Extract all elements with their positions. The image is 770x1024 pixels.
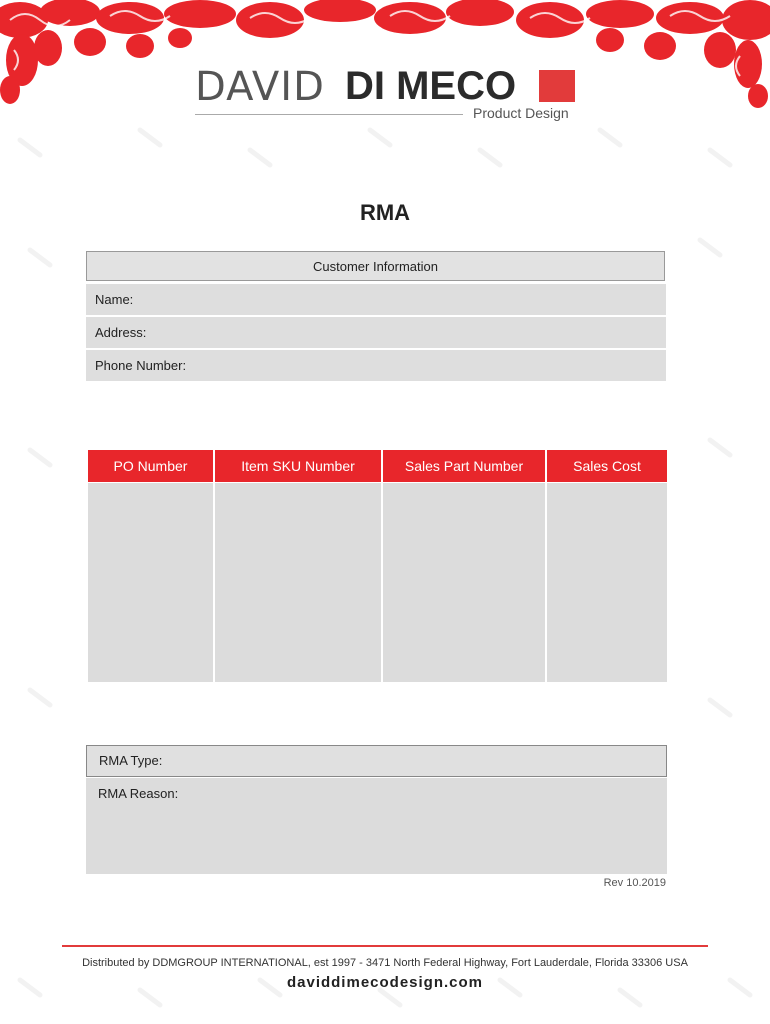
column-header-sales-part-number: Sales Part Number [383, 450, 545, 482]
footer-website[interactable]: daviddimecodesign.com [286, 974, 484, 991]
customer-name-field[interactable]: Name: [86, 284, 666, 315]
items-table [88, 450, 667, 682]
logo-divider [195, 114, 463, 115]
item-sku-cell[interactable] [215, 483, 381, 682]
footer-divider [62, 945, 708, 947]
logo-name-light: DAVID [195, 64, 325, 110]
column-header-sales-cost: Sales Cost [547, 450, 667, 482]
column-header-item-sku: Item SKU Number [215, 450, 381, 482]
logo-subtitle: Product Design [473, 105, 569, 121]
customer-info-header: Customer Information [86, 251, 665, 281]
customer-address-field[interactable]: Address: [86, 317, 666, 348]
column-header-po-number: PO Number [88, 450, 213, 482]
customer-phone-field[interactable]: Phone Number: [86, 350, 666, 381]
rma-reason-field[interactable]: RMA Reason: [86, 778, 667, 874]
logo-name-bold: DI MECO [345, 64, 517, 108]
revision-label: Rev 10.2019 [603, 877, 666, 889]
footer-distributor-text: Distributed by DDMGROUP INTERNATIONAL, est 1997 - 3471 North Federal Highway, Fort Lauderdale, Florida 33306 USA [82, 957, 688, 969]
sales-cost-cell[interactable] [547, 483, 667, 682]
page-title: RMA [359, 200, 411, 225]
logo-floral-square [539, 70, 575, 102]
brand-logo [195, 64, 580, 126]
rma-type-field[interactable]: RMA Type: [86, 745, 667, 777]
sales-part-number-cell[interactable] [383, 483, 545, 682]
po-number-cell[interactable] [88, 483, 213, 682]
